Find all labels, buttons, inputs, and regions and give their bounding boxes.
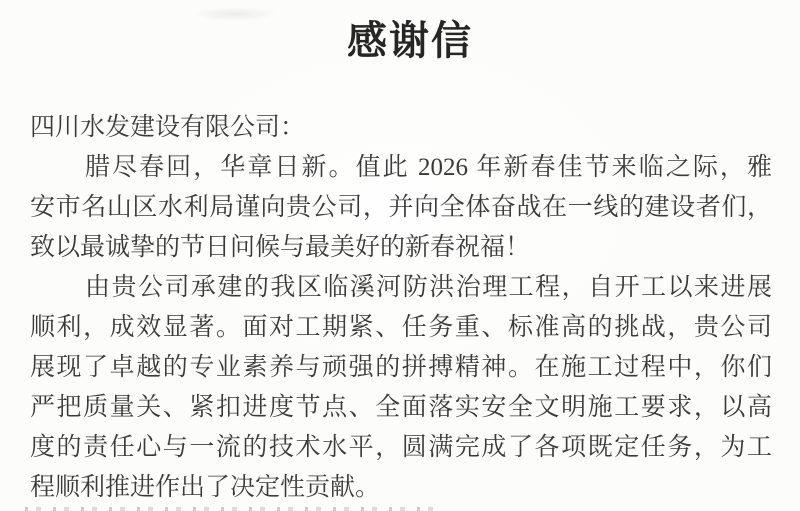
letter-line: 顺利，成效显著。面对工期紧、任务重、标准高的挑战，贵公司 [30, 314, 772, 341]
scan-cutoff-artifact [25, 507, 433, 511]
letter-line: 展现了卓越的专业素养与顽强的拼搏精神。在施工过程中，你们 [30, 354, 772, 381]
letter-body [30, 108, 772, 508]
letter-recipient: 四川水发建设有限公司： [30, 114, 306, 141]
letter-line: 程顺利推进作出了决定性贡献。 [30, 474, 381, 501]
letter-line: 严把质量关、紧扣进度节点、全面落实安全文明施工要求，以高 [30, 394, 772, 421]
letter-line: 致以最诚挚的节日问候与最美好的新春祝福！ [30, 234, 531, 261]
letter-line: 安市名山区水利局谨向贵公司，并向全体奋战在一线的建设者们， [30, 194, 772, 221]
letter-title: 感谢信 [347, 18, 473, 63]
letter-line: 度的责任心与一流的技术水平，圆满完成了各项既定任务，为工 [30, 434, 772, 461]
letter-line: 由贵公司承建的我区临溪河防洪治理工程，自开工以来进展 [85, 274, 772, 301]
letter-line: 腊尽春回，华章日新。值此 2026 年新春佳节来临之际，雅 [85, 154, 772, 181]
